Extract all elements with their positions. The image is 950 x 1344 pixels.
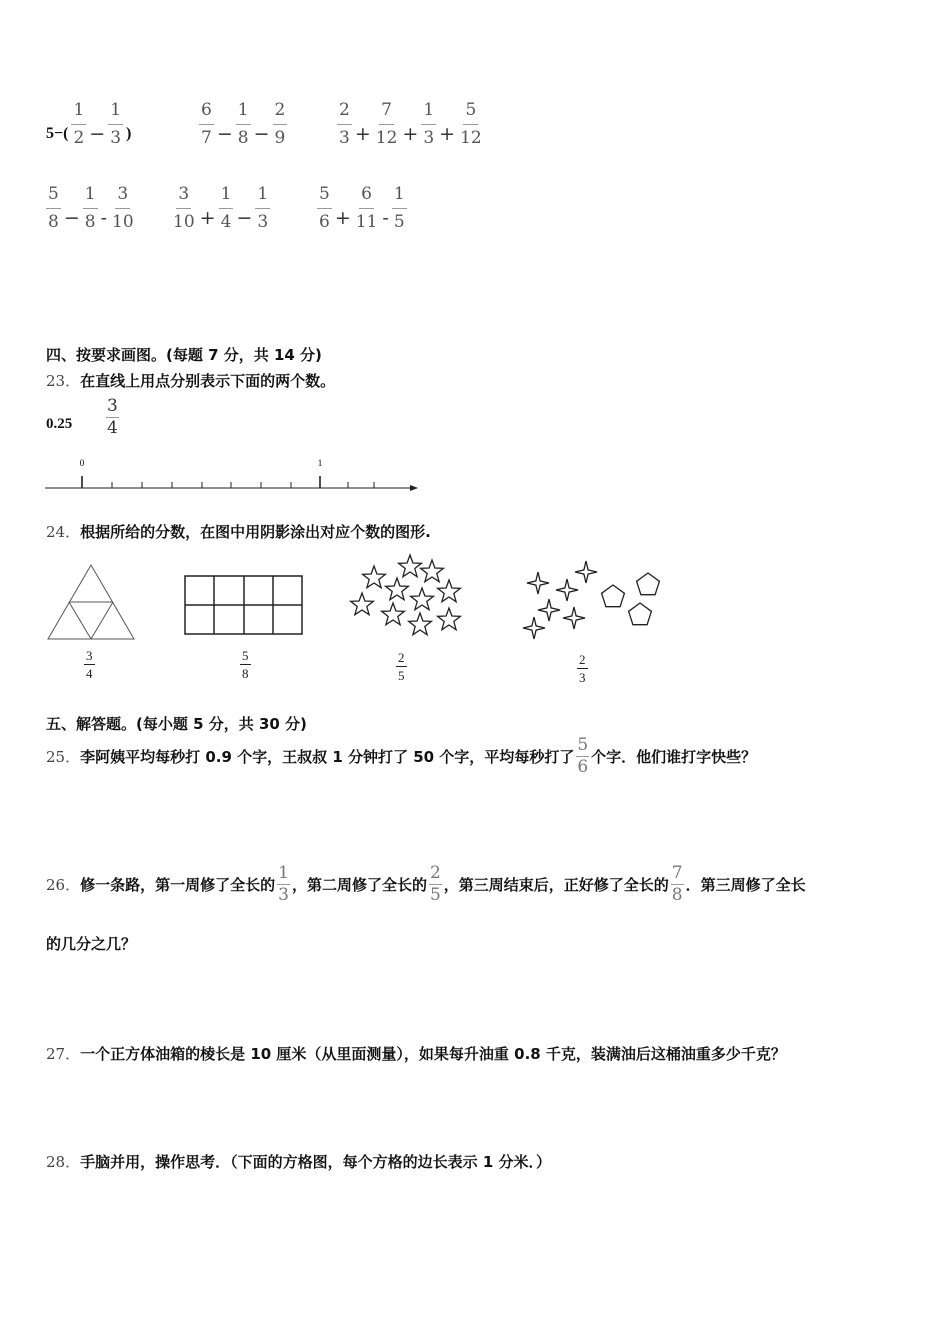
question-number: 27．	[46, 1045, 81, 1063]
denominator: 10	[173, 212, 195, 232]
numerator: 1	[219, 186, 234, 209]
tick-label-1: 1	[317, 458, 323, 468]
four-point-star-icon	[538, 599, 560, 621]
question-text: 修一条路，第一周修了全长的	[80, 876, 276, 894]
four-point-star-icon	[563, 607, 585, 629]
numerator: 1	[278, 863, 289, 883]
question-number: 28．	[46, 1153, 81, 1171]
numerator: 1	[392, 186, 407, 209]
operator: +	[354, 122, 371, 145]
denominator: 8	[242, 666, 249, 681]
fraction	[240, 649, 251, 680]
fraction	[71, 102, 86, 147]
question-text: 李阿姨平均每秒打 0.9 个字，王叔叔 1 分钟打了 50 个字，平均每秒打了	[80, 748, 575, 766]
numerator: 1	[236, 102, 251, 125]
numerator: 5	[46, 186, 61, 209]
denominator: 12	[375, 128, 398, 148]
fraction	[337, 102, 352, 147]
numerator: 2	[579, 652, 586, 667]
fraction	[236, 102, 251, 147]
star-icon	[421, 560, 444, 582]
fraction	[317, 186, 332, 231]
triangle-figure	[48, 565, 134, 639]
denominator: 8	[237, 128, 249, 148]
denominator: 2	[73, 128, 85, 148]
numerator: 5	[317, 186, 332, 209]
star-icon	[438, 608, 461, 630]
expression-text: )	[126, 124, 132, 142]
question-number: 23．	[46, 372, 81, 390]
question-28	[46, 1151, 551, 1172]
fraction	[577, 653, 588, 684]
question-24	[46, 521, 431, 542]
fraction	[273, 102, 288, 147]
number-line	[0, 450, 440, 500]
question-26	[46, 865, 806, 904]
fraction	[199, 102, 214, 147]
star-icon	[363, 566, 386, 588]
four-point-star-icon	[575, 561, 597, 583]
denominator: 5	[393, 212, 405, 232]
section-5-title: 五、解答题。(每小题 5 分，共 30 分)	[46, 715, 307, 733]
operator: +	[334, 206, 351, 229]
fraction	[421, 102, 436, 147]
fraction	[458, 102, 484, 147]
fraction	[46, 186, 61, 231]
operator: −	[89, 122, 106, 145]
operator: -	[100, 206, 107, 229]
denominator: 3	[110, 128, 122, 148]
operator: +	[199, 206, 216, 229]
star-icon	[351, 593, 374, 615]
fraction	[576, 737, 589, 776]
fraction	[374, 102, 400, 147]
fraction	[671, 865, 684, 904]
star-icon	[438, 580, 461, 602]
question-text: 在直线上用点分别表示下面的两个数。	[80, 372, 336, 390]
figures[interactable]	[0, 545, 700, 650]
operator: −	[253, 122, 270, 145]
expression-text: 5−(	[46, 124, 69, 142]
denominator: 4	[220, 212, 232, 232]
denominator: 3	[339, 128, 350, 148]
four-point-star-icon	[556, 579, 578, 601]
five-point-stars	[351, 555, 461, 635]
numerator: 3	[86, 648, 93, 663]
question-number: 25．	[46, 748, 81, 766]
pentagon-icon	[602, 585, 625, 607]
four-point-star-icon	[523, 617, 545, 639]
value-0-25: 0.25	[46, 416, 73, 432]
fraction	[219, 186, 234, 231]
numerator: 1	[421, 102, 436, 125]
question-number: 24．	[46, 523, 81, 541]
numerator: 3	[115, 186, 130, 209]
star-icon	[386, 578, 409, 600]
numerator: 5	[577, 735, 589, 755]
fraction	[110, 186, 136, 231]
fraction	[277, 865, 290, 904]
numerator: 2	[273, 102, 288, 125]
question-text: 根据所给的分数，在图中用阴影涂出对应个数的图形.	[80, 523, 431, 541]
operator: -	[382, 206, 389, 229]
numerator: 3	[176, 186, 191, 209]
star-icon	[382, 603, 405, 625]
denominator: 3	[278, 885, 289, 905]
fraction-label-stars	[396, 647, 407, 682]
operator: +	[402, 122, 419, 145]
numerator: 1	[83, 186, 98, 209]
denominator: 9	[274, 128, 286, 148]
pentagons	[602, 573, 660, 625]
star-icon	[411, 588, 434, 610]
numerator: 1	[71, 102, 86, 125]
rectangle-grid-figure	[185, 576, 302, 634]
question-text: 一个正方体油箱的棱长是 10 厘米（从里面测量），如果每升油重 0.8 千克，装满油后这桶油重多少千克？	[80, 1045, 786, 1063]
question-text: 手脑并用，操作思考．（下面的方格图，每个方格的边长表示 1 分米．）	[80, 1153, 551, 1171]
operator: −	[216, 122, 233, 145]
denominator: 11	[355, 212, 378, 232]
fraction	[392, 186, 407, 231]
numerator: 2	[398, 650, 405, 665]
fraction-label-mixed	[577, 649, 588, 684]
pentagon-icon	[629, 603, 652, 625]
fraction-label-rectangle	[240, 645, 251, 680]
denominator: 8	[48, 212, 59, 232]
denominator: 10	[112, 212, 134, 232]
question-23	[46, 370, 335, 391]
four-point-star-icon	[527, 572, 549, 594]
expression-2	[198, 102, 288, 147]
denominator: 12	[460, 128, 482, 148]
numerator: 5	[242, 648, 249, 663]
numerator: 7	[379, 102, 394, 125]
numerator: 1	[108, 102, 123, 125]
question-25	[46, 737, 756, 776]
expression-1	[44, 102, 133, 147]
numerator: 2	[429, 863, 441, 883]
numerator: 1	[255, 186, 270, 209]
fraction-label-triangle	[84, 645, 95, 680]
expression-4	[45, 186, 137, 231]
fraction	[396, 651, 407, 682]
denominator: 8	[84, 212, 96, 232]
expression-6	[316, 186, 408, 231]
denominator: 6	[577, 757, 589, 777]
fraction	[171, 186, 197, 231]
star-icon	[399, 555, 422, 577]
operator: +	[439, 122, 456, 145]
fraction	[354, 186, 380, 231]
star-icon	[409, 613, 432, 635]
operator: −	[236, 206, 253, 229]
question-text: ，第二周修了全长的	[291, 876, 427, 894]
denominator: 3	[257, 212, 269, 232]
section-4-title: 四、按要求画图。(每题 7 分，共 14 分)	[46, 346, 322, 364]
tick-label-0: 0	[79, 458, 85, 468]
question-number: 26．	[46, 876, 81, 894]
denominator: 7	[201, 128, 212, 148]
denominator: 4	[107, 418, 118, 438]
fraction	[108, 102, 123, 147]
operator: −	[63, 206, 80, 229]
denominator: 5	[429, 885, 441, 905]
expression-3	[336, 102, 485, 147]
fraction	[84, 649, 95, 680]
value-three-quarters	[104, 398, 121, 437]
fraction	[255, 186, 270, 231]
fraction	[429, 865, 442, 904]
numerator: 2	[337, 102, 352, 125]
four-point-stars	[523, 561, 597, 639]
fraction	[83, 186, 98, 231]
numerator: 7	[671, 863, 683, 883]
question-27	[46, 1043, 786, 1064]
denominator: 8	[671, 885, 683, 905]
question-26-continued: 的几分之几？	[46, 935, 137, 953]
denominator: 6	[319, 212, 330, 232]
numerator: 6	[359, 186, 374, 209]
denominator: 4	[86, 666, 93, 681]
denominator: 5	[398, 668, 405, 683]
denominator: 3	[579, 670, 586, 685]
expression-5	[170, 186, 271, 231]
pentagon-icon	[637, 573, 660, 595]
question-text: ，第三周结束后，正好修了全长的	[443, 876, 669, 894]
denominator: 3	[423, 128, 435, 148]
arrow-icon	[410, 485, 418, 491]
numerator: 5	[463, 102, 478, 125]
question-text: 个字．他们谁打字快些？	[591, 748, 757, 766]
question-text: ．第三周修了全长	[685, 876, 806, 894]
numerator: 3	[107, 396, 118, 416]
numerator: 6	[199, 102, 214, 125]
